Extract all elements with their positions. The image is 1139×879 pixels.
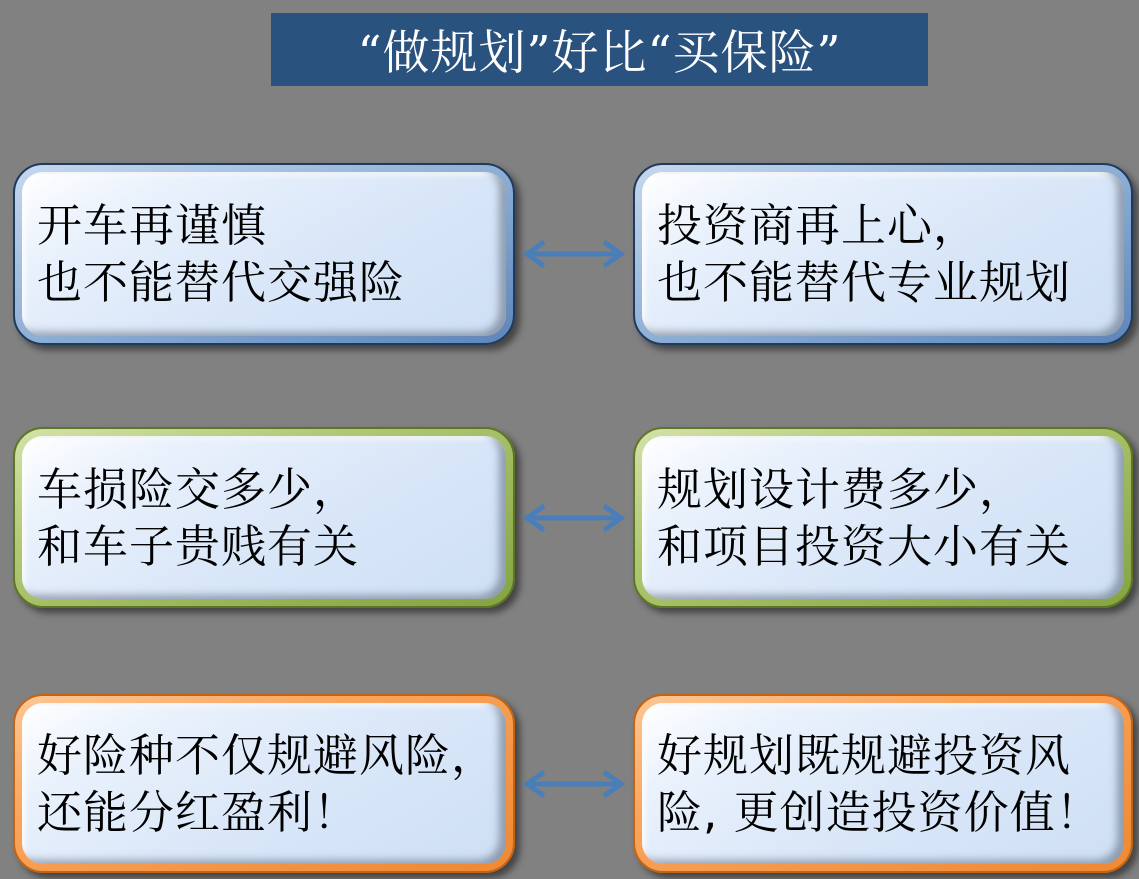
- box-text-line: 还能分红盈利！: [37, 785, 360, 839]
- box-text-line: 也不能替代专业规划: [657, 256, 1072, 309]
- box-planning-fee: [633, 427, 1133, 608]
- box-text-line: 好规划既规避投资风: [657, 728, 1072, 782]
- double-arrow-icon: [514, 501, 634, 535]
- comparison-row-cost: [0, 427, 1139, 608]
- box-good-planning: [633, 694, 1133, 873]
- comparison-row-value: [0, 694, 1139, 873]
- box-text-line: 车损险交多少，: [37, 462, 360, 516]
- box-professional-planning: [633, 163, 1133, 345]
- box-professional-planning-body: [642, 172, 1124, 336]
- box-text-line: 规划设计费多少，: [657, 462, 1026, 516]
- box-text-line: 和车子贵贱有关: [37, 519, 360, 573]
- box-text-line: 开车再谨慎: [37, 199, 268, 252]
- box-text-line: 投资商再上心，: [657, 199, 980, 252]
- box-good-insurance-body: [22, 703, 506, 864]
- double-arrow-icon: [514, 767, 634, 801]
- box-planning-fee-body: [642, 436, 1124, 599]
- box-good-insurance: [13, 694, 515, 873]
- box-car-damage-premium-body: [22, 436, 506, 599]
- box-text-line: 险, 更创造投资价值！: [657, 785, 1102, 839]
- box-text-line: 好险种不仅规避风险，: [37, 728, 498, 782]
- slide-title-bar: [271, 13, 928, 86]
- slide-title: “做规划”好比“买保险”: [357, 26, 842, 81]
- box-text-line: 也不能替代交强险: [37, 256, 406, 309]
- box-careful-driving: [13, 163, 515, 345]
- box-car-damage-premium: [13, 427, 515, 608]
- comparison-row-insurance-mandatory: [0, 163, 1139, 345]
- box-good-planning-body: [642, 703, 1124, 864]
- box-text-line: 和项目投资大小有关: [657, 519, 1072, 573]
- double-arrow-icon: [514, 237, 634, 271]
- box-careful-driving-body: [22, 172, 506, 336]
